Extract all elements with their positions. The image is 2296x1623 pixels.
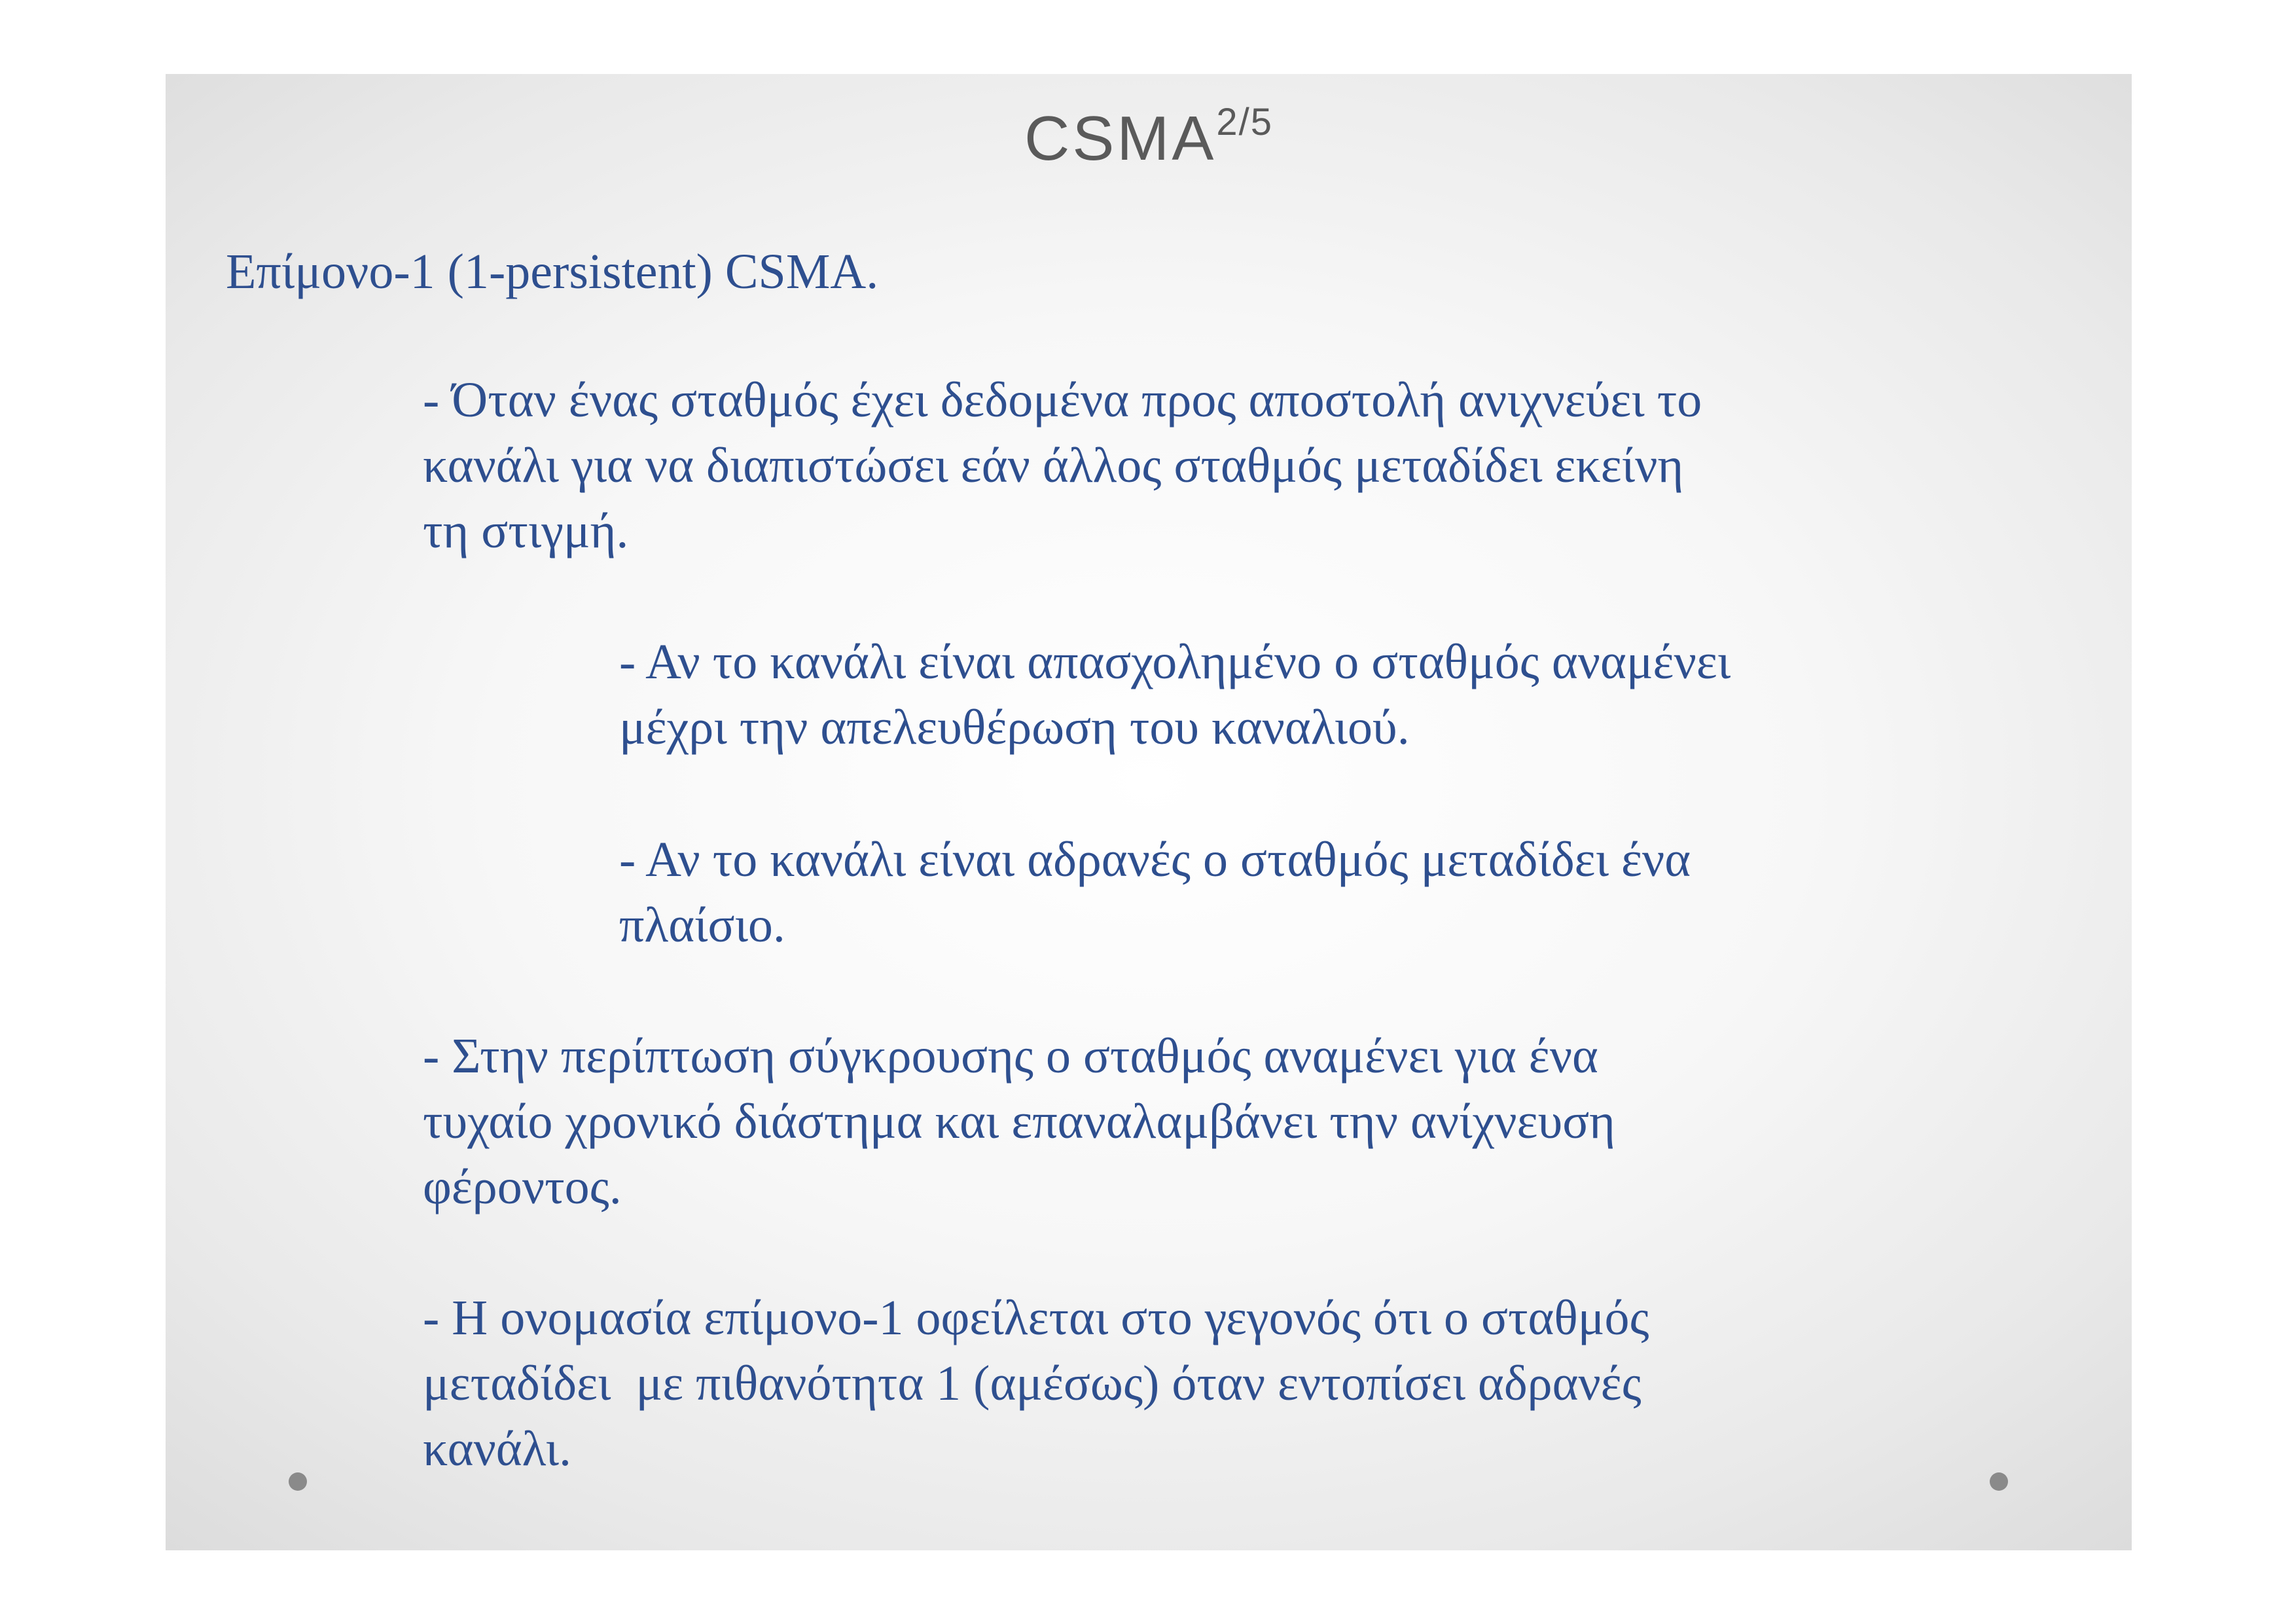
bullet-5-line-2: μεταδίδει με πιθανότητα 1 (αμέσως) όταν εντοπίσει αδρανές bbox=[423, 1356, 1641, 1411]
decorative-dot-right-icon bbox=[1990, 1472, 2008, 1491]
bullet-paragraph-4 bbox=[423, 1023, 1615, 1220]
bullet-paragraph-3 bbox=[619, 827, 1691, 958]
bullet-1-line-1: - Όταν ένας σταθμός έχει δεδομένα προς αποστολή ανιχνεύει το bbox=[423, 373, 1702, 428]
bullet-4-line-2: τυχαίο χρονικό διάστημα και επαναλαμβάνει την ανίχνευση bbox=[423, 1094, 1615, 1149]
bullet-5-line-1: - Η ονομασία επίμονο-1 οφείλεται στο γεγονός ότι ο σταθμός bbox=[423, 1290, 1649, 1345]
decorative-dot-left-icon bbox=[289, 1472, 307, 1491]
bullet-paragraph-1 bbox=[423, 367, 1702, 564]
slide bbox=[166, 74, 2132, 1550]
bullet-2-line-1: - Αν το κανάλι είναι απασχολημένο ο σταθμός αναμένει bbox=[619, 634, 1731, 689]
bullet-3-line-2: πλαίσιο. bbox=[619, 898, 785, 953]
bullet-4-line-3: φέροντος. bbox=[423, 1159, 622, 1214]
bullet-1-line-3: τη στιγμή. bbox=[423, 503, 629, 558]
slide-page-indicator: 2/5 bbox=[1216, 101, 1273, 143]
bullet-4-line-1: - Στην περίπτωση σύγκρουσης ο σταθμός αναμένει για ένα bbox=[423, 1029, 1598, 1084]
slide-title-text: CSMA bbox=[1024, 103, 1217, 173]
bullet-5-line-3: κανάλι. bbox=[423, 1421, 571, 1476]
slide-title bbox=[166, 100, 2132, 175]
bullet-2-line-2: μέχρι την απελευθέρωση του καναλιού. bbox=[619, 700, 1410, 755]
bullet-paragraph-5 bbox=[423, 1285, 1649, 1482]
bullet-paragraph-2 bbox=[619, 629, 1731, 760]
bullet-3-line-1: - Αν το κανάλι είναι αδρανές ο σταθμός μεταδίδει ένα bbox=[619, 832, 1691, 887]
bullet-1-line-2: κανάλι για να διαπιστώσει εάν άλλος σταθμός μεταδίδει εκείνη bbox=[423, 438, 1684, 493]
slide-heading: Επίμονο-1 (1-persistent) CSMA. bbox=[226, 244, 879, 299]
